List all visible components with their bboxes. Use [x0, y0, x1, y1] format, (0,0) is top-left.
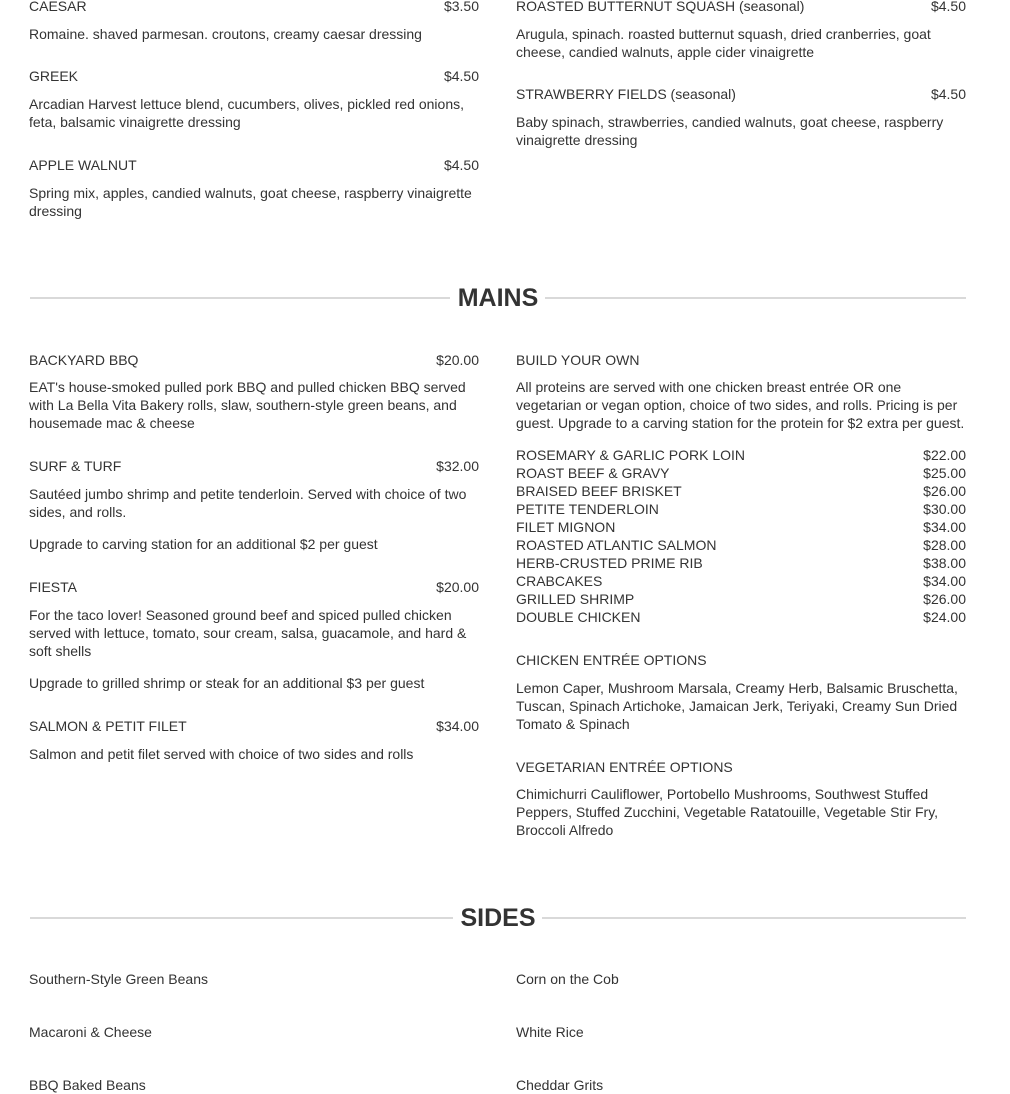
- options-description: Lemon Caper, Mushroom Marsala, Creamy Herb, Balsamic Bruschetta, Tuscan, Spinach Artichoke, Jamaican Jerk, Teriyaki, Creamy Sun Dried Tomato & Spinach: [516, 680, 958, 732]
- item-price: $20.00: [436, 579, 479, 595]
- protein-row: GRILLED SHRIMP $26.00: [516, 591, 966, 607]
- protein-price-list: [516, 446, 966, 626]
- item-description: Arugula, spinach. roasted butternut squash, dried cranberries, goat cheese, candied walnuts, apple cider vinaigrette: [516, 26, 931, 60]
- item-name: BACKYARD BBQ: [29, 352, 139, 368]
- protein-row: FILET MIGNON $34.00: [516, 519, 966, 535]
- item-note: Upgrade to carving station for an additional $2 per guest: [29, 536, 378, 552]
- item-description: Spring mix, apples, candied walnuts, goat cheese, raspberry vinaigrette dressing: [29, 185, 472, 219]
- item-description: Romaine. shaved parmesan. croutons, creamy caesar dressing: [29, 26, 422, 42]
- protein-row: PETITE TENDERLOIN $30.00: [516, 501, 966, 517]
- item-price: $4.50: [443, 157, 479, 173]
- item-name: SURF & TURF: [29, 458, 122, 474]
- mains-section-header: [30, 283, 966, 313]
- item-description: EAT's house-smoked pulled pork BBQ and pulled chicken BBQ served with La Bella Vita Bakery rolls, slaw, southern-style green beans, and housemade mac & cheese: [29, 379, 466, 431]
- item-price: $4.50: [930, 0, 966, 14]
- item-name: GREEK: [29, 68, 79, 84]
- item-description: All proteins are served with one chicken breast entrée OR one vegetarian or vegan option, choice of two sides, and rolls. Pricing is per guest. Upgrade to a carving station for the protein for $2 extra per guest.: [516, 379, 965, 431]
- protein-row: HERB-CRUSTED PRIME RIB $38.00: [516, 555, 966, 571]
- menu-item: [29, 351, 479, 432]
- protein-row: ROSEMARY & GARLIC PORK LOIN $22.00: [516, 447, 966, 463]
- item-note: Upgrade to grilled shrimp or steak for an additional $3 per guest: [29, 675, 425, 691]
- options-title: VEGETARIAN ENTRÉE OPTIONS: [516, 759, 733, 775]
- menu-item: [516, 85, 966, 149]
- build-your-own: [516, 351, 966, 432]
- item-description: Salmon and petit filet served with choice of two sides and rolls: [29, 746, 414, 762]
- protein-row: ROAST BEEF & GRAVY $25.00: [516, 465, 966, 481]
- item-price: $34.00: [436, 718, 479, 734]
- item-price: $3.50: [443, 0, 479, 14]
- item-price: $4.50: [443, 68, 479, 84]
- item-name: APPLE WALNUT: [29, 157, 137, 173]
- sides-section-header: [30, 903, 966, 933]
- item-description: Sautéed jumbo shrimp and petite tenderloin. Served with choice of two sides, and rolls.: [29, 486, 467, 520]
- menu-item: [29, 717, 479, 763]
- side-item: Macaroni & Cheese: [29, 1024, 152, 1040]
- protein-row: CRABCAKES $34.00: [516, 573, 966, 589]
- protein-row: ROASTED ATLANTIC SALMON $28.00: [516, 537, 966, 553]
- section-title: MAINS: [457, 284, 539, 312]
- side-item: Cheddar Grits: [516, 1077, 604, 1093]
- item-name: SALMON & PETIT FILET: [29, 718, 187, 734]
- side-item: BBQ Baked Beans: [29, 1077, 146, 1093]
- item-name: STRAWBERRY FIELDS (seasonal): [516, 86, 736, 102]
- item-price: $20.00: [436, 352, 479, 368]
- item-price: $32.00: [436, 458, 479, 474]
- protein-row: DOUBLE CHICKEN $24.00: [516, 609, 966, 625]
- menu-item: [29, 578, 479, 692]
- section-title: SIDES: [460, 904, 536, 932]
- side-item: White Rice: [516, 1024, 584, 1040]
- item-description: Arcadian Harvest lettuce blend, cucumbers, olives, pickled red onions, feta, balsamic vinaigrette dressing: [29, 96, 464, 130]
- item-description: For the taco lover! Seasoned ground beef and spiced pulled chicken served with lettuce, tomato, sour cream, salsa, guacamole, and hard & soft shells: [29, 607, 467, 659]
- menu-item: [29, 156, 479, 220]
- protein-row: BRAISED BEEF BRISKET $26.00: [516, 483, 966, 499]
- menu-item: [29, 0, 479, 43]
- item-name: CAESAR: [29, 0, 87, 14]
- menu-item: [29, 67, 479, 131]
- menu-item: [516, 0, 966, 61]
- side-item: Southern-Style Green Beans: [29, 971, 208, 987]
- item-price: $4.50: [930, 86, 966, 102]
- item-description: Baby spinach, strawberries, candied walnuts, goat cheese, raspberry vinaigrette dressing: [516, 114, 944, 148]
- options-title: CHICKEN ENTRÉE OPTIONS: [516, 652, 707, 668]
- vegetarian-options: [516, 758, 966, 839]
- item-name: FIESTA: [29, 579, 77, 595]
- side-item: Corn on the Cob: [516, 971, 619, 987]
- options-description: Chimichurri Cauliflower, Portobello Mushrooms, Southwest Stuffed Peppers, Stuffed Zucchini, Vegetable Ratatouille, Vegetable Stir Fry, Broccoli Alfredo: [516, 786, 939, 838]
- item-name: BUILD YOUR OWN: [516, 352, 640, 368]
- item-name: ROASTED BUTTERNUT SQUASH (seasonal): [516, 0, 805, 14]
- menu-item: [29, 457, 479, 553]
- chicken-options: [516, 651, 966, 733]
